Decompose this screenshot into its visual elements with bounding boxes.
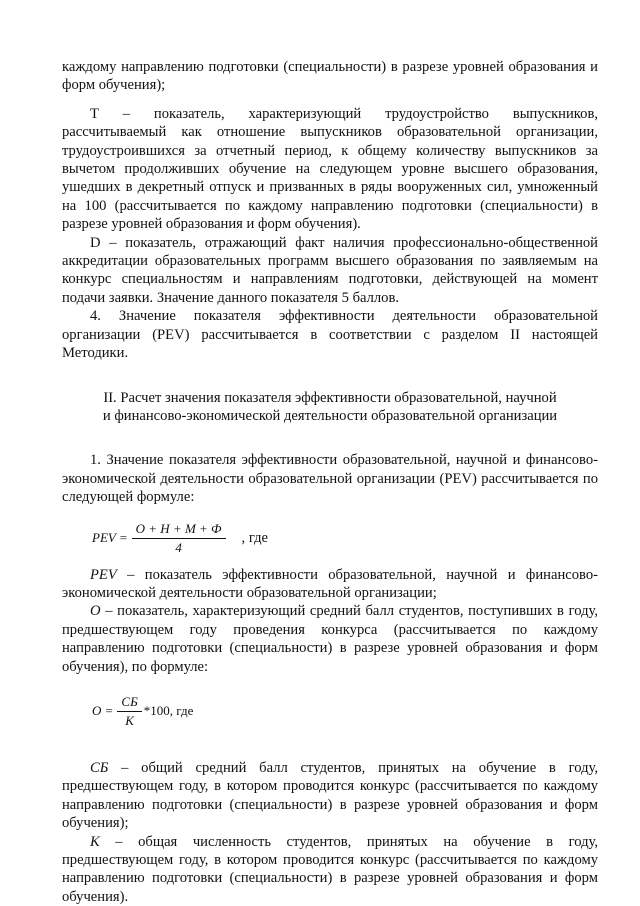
symbol-d: D bbox=[90, 234, 101, 251]
k-definition-text: – общая численность студентов, принятых на обучение в году, предшествующем году, в котором проводится конкурс (рассчитывается по каждому направлению подготовки (специальности) в разрезе уровней образования и форм обучения). bbox=[62, 833, 598, 905]
formula-pev bbox=[92, 521, 598, 556]
formula-pev-numerator: О + Н + М + Ф bbox=[132, 521, 226, 539]
formula-pev-suffix: , где bbox=[241, 529, 268, 546]
t-definition-text: – показатель, характеризующий трудоустройство выпускников, рассчитываемый как отношение выпускников образовательной организации, трудоустроившихся за отчетный период, к общему количеству выпускников за вычетом продолживших обучение на следующем уровне высшего образования, ушедших в декретный отпуск и призванных в ряды вооруженных сил, умноженный на 100 (рассчитывается по каждому направлению подготовки (специальности) в разрезе уровней образования и форм обучения). bbox=[62, 105, 598, 233]
paragraph-d-definition bbox=[62, 234, 598, 308]
sb-definition-text: – общий средний балл студентов, принятых на обучение в году, предшествующем году, в котором проводится конкурс (рассчитывается по каждому направлению подготовки (специальности) в разрезе уровней образования и форм обучения); bbox=[62, 759, 598, 832]
section-heading-line2: и финансово-экономической деятельности образовательной организации bbox=[102, 407, 558, 424]
formula-pev-denominator: 4 bbox=[175, 539, 182, 555]
paragraph-t-definition bbox=[62, 105, 598, 234]
symbol-sb: СБ bbox=[90, 759, 109, 776]
symbol-t: Т bbox=[90, 105, 99, 122]
paragraph-item-1: 1. Значение показателя эффективности образовательной, научной и финансово-экономической деятельности образовательной организации (PEV) рассчитывается по следующей формуле: bbox=[62, 452, 598, 506]
formula-o-suffix: *100, где bbox=[143, 703, 194, 719]
paragraph-sb-definition bbox=[62, 759, 598, 833]
paragraph-k-definition bbox=[62, 833, 598, 906]
paragraph-pev-definition bbox=[62, 566, 598, 603]
d-definition-text: – показатель, отражающий факт наличия профессионально-общественной аккредитации образовательных программ высшего образования по заявляемым на конкурс специальностям и направлениям подготовки, действующей на момент подачи заявки. Значение данного показателя 5 баллов. bbox=[62, 234, 598, 306]
pev-definition-text: – показатель эффективности образовательной, научной и финансово-экономической деятельности образовательной организации; bbox=[62, 566, 598, 601]
formula-pev-lhs: PEV = bbox=[92, 530, 128, 546]
paragraph-continuation: каждому направлению подготовки (специальности) в разрезе уровней образования и форм обучения); bbox=[62, 59, 598, 94]
formula-o-lhs: О = bbox=[92, 703, 114, 719]
document-page bbox=[62, 58, 598, 906]
o-definition-text: – показатель, характеризующий средний балл студентов, поступивших в году, предшествующем году проведения конкурса (рассчитывается по каждому направлению подготовки (специальности) в разрезе уровней образования и форм обучения), по формуле: bbox=[62, 603, 598, 675]
symbol-o: О bbox=[90, 603, 101, 620]
symbol-pev: PEV bbox=[90, 566, 117, 583]
formula-o bbox=[92, 694, 598, 729]
formula-o-numerator: СБ bbox=[117, 694, 141, 712]
section-heading-line1: II. Расчет значения показателя эффективности образовательной, научной bbox=[103, 389, 557, 406]
paragraph-o-definition bbox=[62, 602, 598, 676]
formula-o-fraction bbox=[117, 694, 141, 729]
formula-o-denominator: К bbox=[125, 712, 134, 728]
paragraph-item-4: 4. Значение показателя эффективности деятельности образовательной организации (PEV) рассчитывается в соответствии с разделом II настоящей Методики. bbox=[62, 308, 598, 362]
formula-pev-fraction bbox=[132, 521, 226, 556]
symbol-k: К bbox=[90, 833, 100, 850]
